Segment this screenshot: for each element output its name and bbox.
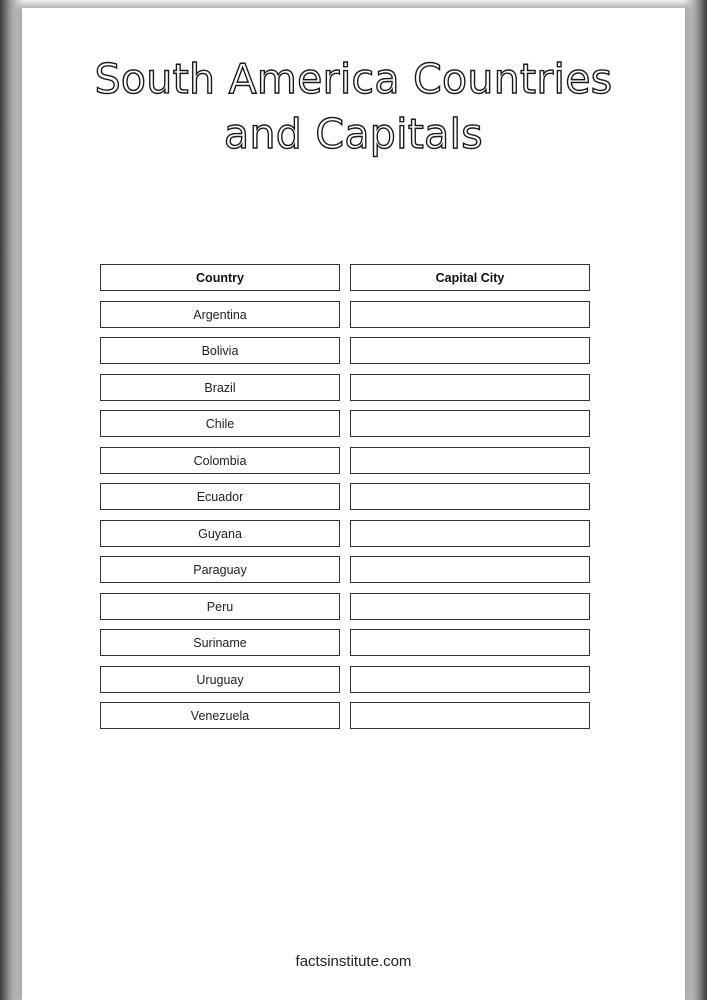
- capital-cell-paraguay[interactable]: [350, 556, 590, 583]
- capital-cell-bolivia[interactable]: [350, 337, 590, 364]
- capital-cell-guyana[interactable]: [350, 520, 590, 547]
- header-capital: Capital City: [350, 264, 590, 291]
- country-cell-peru: Peru: [100, 593, 340, 620]
- header-country: Country: [100, 264, 340, 291]
- title-line-2: and Capitals: [224, 110, 483, 158]
- title-line-1: South America Countries: [94, 55, 613, 103]
- country-cell-argentina: Argentina: [100, 301, 340, 328]
- capital-cell-uruguay[interactable]: [350, 666, 590, 693]
- country-cell-paraguay: Paraguay: [100, 556, 340, 583]
- worksheet: [22, 8, 685, 1000]
- country-cell-bolivia: Bolivia: [100, 337, 340, 364]
- capital-cell-suriname[interactable]: [350, 629, 590, 656]
- footer-site-name: factsinstitute.com: [295, 953, 412, 970]
- page-title: [22, 52, 685, 162]
- capital-cell-brazil[interactable]: [350, 374, 590, 401]
- capital-cell-ecuador[interactable]: [350, 483, 590, 510]
- country-cell-ecuador: Ecuador: [100, 483, 340, 510]
- capital-cell-venezuela[interactable]: [350, 702, 590, 729]
- country-cell-colombia: Colombia: [100, 447, 340, 474]
- country-cell-chile: Chile: [100, 410, 340, 437]
- country-cell-guyana: Guyana: [100, 520, 340, 547]
- capital-cell-colombia[interactable]: [350, 447, 590, 474]
- capital-cell-argentina[interactable]: [350, 301, 590, 328]
- country-cell-uruguay: Uruguay: [100, 666, 340, 693]
- capital-cell-peru[interactable]: [350, 593, 590, 620]
- capital-cell-chile[interactable]: [350, 410, 590, 437]
- country-cell-venezuela: Venezuela: [100, 702, 340, 729]
- country-cell-suriname: Suriname: [100, 629, 340, 656]
- country-cell-brazil: Brazil: [100, 374, 340, 401]
